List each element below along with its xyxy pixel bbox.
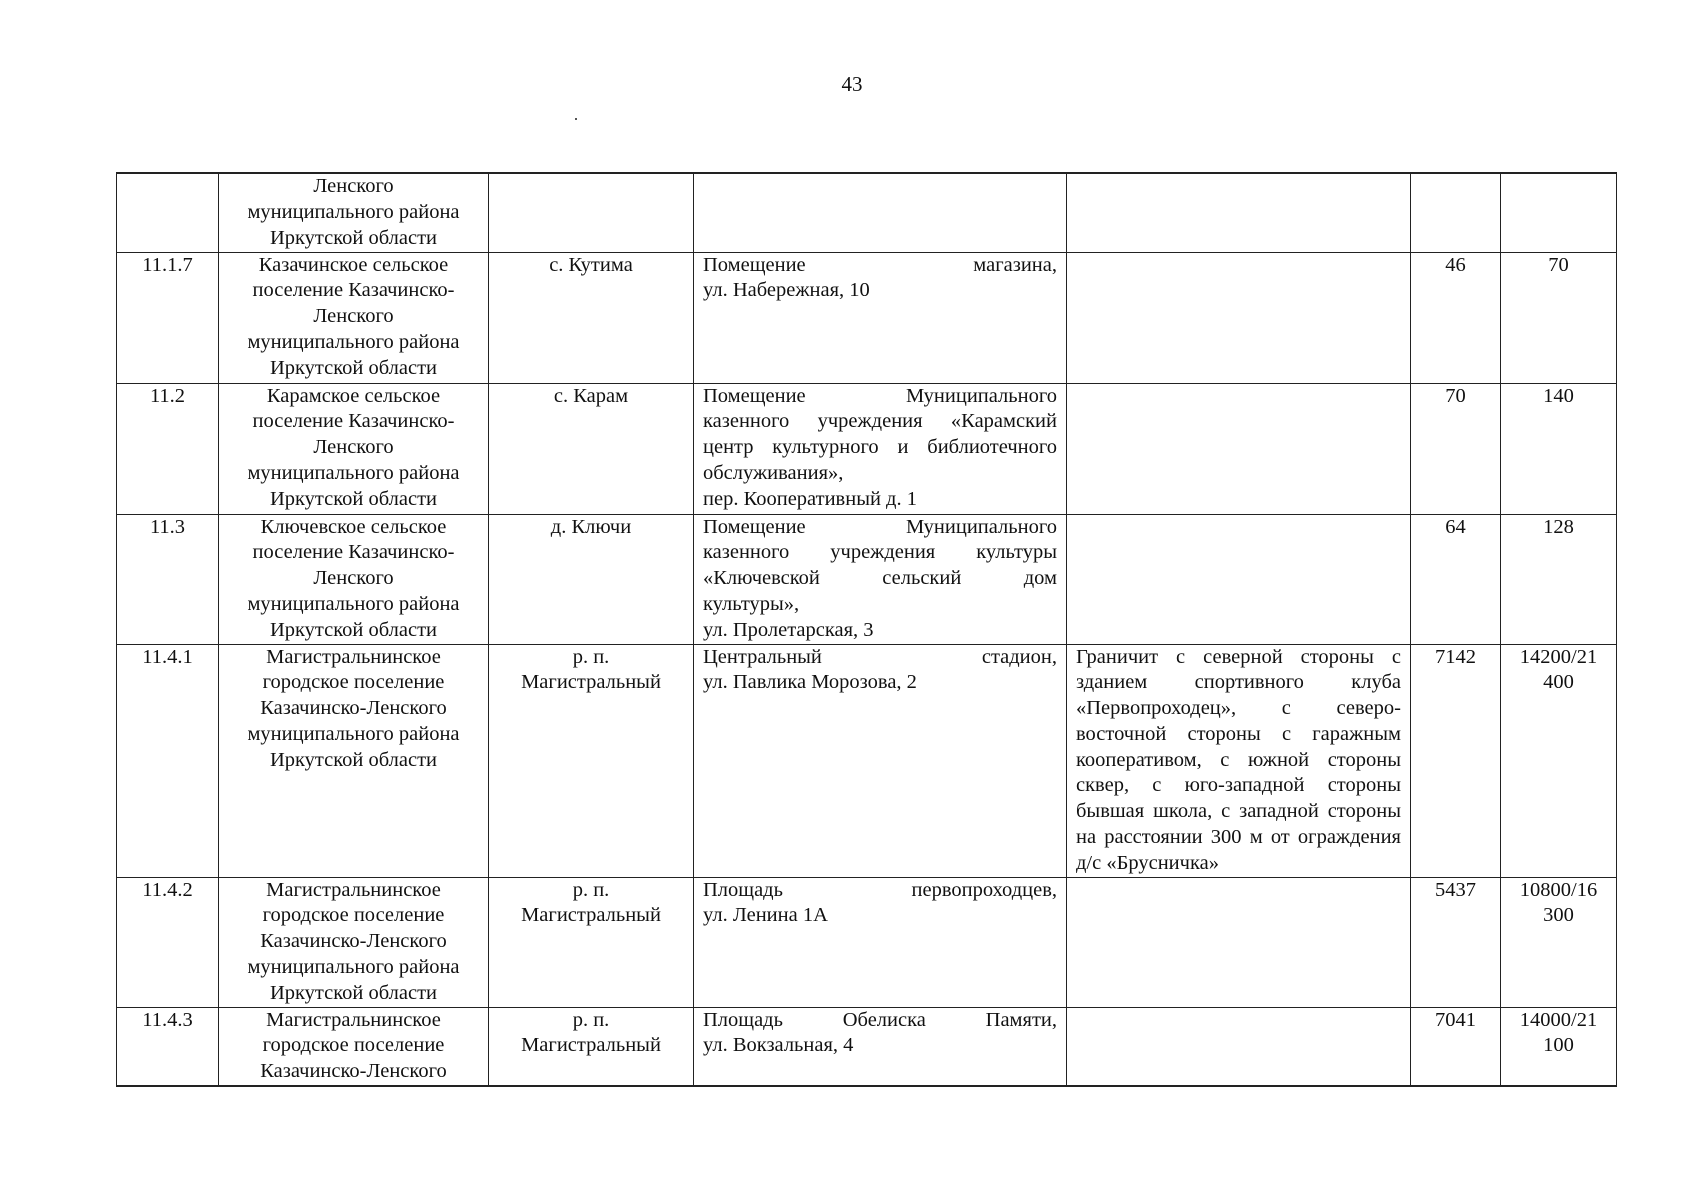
settlement-name-cell: Карамское сельское поселение Казачинско- Ленского муниципального района Иркутской области — [219, 383, 489, 514]
row-number-cell: 11.4.1 — [117, 644, 219, 877]
area-range-cell: 128 — [1501, 514, 1617, 644]
boundaries-cell — [1067, 877, 1411, 1007]
area-value-cell: 7142 — [1411, 644, 1501, 877]
locality-cell: р. п. Магистральный — [489, 644, 694, 877]
area-range-cell: 70 — [1501, 252, 1617, 383]
address-line: пер. Кооперативный д. 1 — [703, 487, 917, 510]
address-line: Центральный стадион, — [703, 645, 1057, 668]
address-cell — [694, 173, 1067, 252]
area-value-cell: 64 — [1411, 514, 1501, 644]
row-number-cell: 11.1.7 — [117, 252, 219, 383]
address-line: Помещение Муниципального — [703, 384, 1057, 407]
settlement-name-cell: Магистральнинское городское поселение Казачинско-Ленского муниципального района Иркутской области — [219, 877, 489, 1007]
area-range-cell: 14000/21 100 — [1501, 1007, 1617, 1086]
address-line: ул. Набережная, 10 — [703, 279, 870, 302]
address-line: Помещение магазина, — [703, 253, 1057, 276]
row-number-cell — [117, 173, 219, 252]
address-cell — [694, 877, 1067, 1007]
locality-cell: с. Кутима — [489, 252, 694, 383]
address-line: казенного учреждения «Карамский — [703, 410, 1057, 433]
area-value-cell: 70 — [1411, 383, 1501, 514]
settlement-name-cell: Магистральнинское городское поселение Казачинско-Ленского — [219, 1007, 489, 1086]
area-range-cell: 10800/16 300 — [1501, 877, 1617, 1007]
locality-cell: р. п. Магистральный — [489, 877, 694, 1007]
address-cell — [694, 252, 1067, 383]
address-line: ул. Ленина 1А — [703, 904, 828, 927]
boundaries-cell — [1067, 173, 1411, 252]
area-value-cell — [1411, 173, 1501, 252]
row-number-cell: 11.2 — [117, 383, 219, 514]
address-cell — [694, 644, 1067, 877]
polling-places-table — [116, 172, 1617, 1087]
address-cell — [694, 383, 1067, 514]
address-line: обслуживания», — [703, 461, 844, 484]
address-line: Площадь Обелиска Памяти, — [703, 1008, 1057, 1031]
address-line: Площадь первопроходцев, — [703, 878, 1057, 901]
scan-speck — [575, 118, 577, 120]
row-number-cell: 11.4.3 — [117, 1007, 219, 1086]
address-cell — [694, 1007, 1067, 1086]
boundaries-cell — [1067, 383, 1411, 514]
area-range-cell: 140 — [1501, 383, 1617, 514]
table-row — [117, 877, 1617, 1007]
row-number-cell: 11.3 — [117, 514, 219, 644]
settlement-name-cell: Ленского муниципального района Иркутской области — [219, 173, 489, 252]
address-line: ул. Вокзальная, 4 — [703, 1034, 854, 1057]
address-line: Помещение Муниципального — [703, 515, 1057, 538]
locality-cell: с. Карам — [489, 383, 694, 514]
boundaries-cell — [1067, 252, 1411, 383]
table-row — [117, 383, 1617, 514]
locality-cell: д. Ключи — [489, 514, 694, 644]
address-line: ул. Пролетарская, 3 — [703, 618, 874, 641]
boundaries-cell — [1067, 514, 1411, 644]
table-body — [117, 173, 1617, 1086]
page-number: 43 — [841, 72, 863, 96]
table-row — [117, 514, 1617, 644]
address-line: центр культурного и библиотечного — [703, 436, 1057, 459]
row-number-cell: 11.4.2 — [117, 877, 219, 1007]
address-line: ул. Павлика Морозова, 2 — [703, 671, 917, 694]
settlement-name-cell: Магистральнинское городское поселение Казачинско-Ленского муниципального района Иркутской области — [219, 644, 489, 877]
table-row — [117, 1007, 1617, 1086]
address-cell — [694, 514, 1067, 644]
area-range-cell — [1501, 173, 1617, 252]
settlement-name-cell: Казачинское сельское поселение Казачинско- Ленского муниципального района Иркутской области — [219, 252, 489, 383]
locality-cell — [489, 173, 694, 252]
address-line: казенного учреждения культуры — [703, 541, 1057, 564]
area-range-cell: 14200/21 400 — [1501, 644, 1617, 877]
boundaries-cell: Граничит с северной стороны с зданием спортивного клуба «Первопроходец», с северо-восточной стороны с гаражным кооперативом, с южной стороны сквер, с юго-западной стороны бывшая школа, с западной стороны на расстоянии 300 м от ограждения д/с «Брусничка» — [1067, 644, 1411, 877]
area-value-cell: 7041 — [1411, 1007, 1501, 1086]
address-line: «Ключевской сельский дом — [703, 567, 1057, 590]
settlement-name-cell: Ключевское сельское поселение Казачинско- Ленского муниципального района Иркутской области — [219, 514, 489, 644]
table-row — [117, 173, 1617, 252]
address-line: культуры», — [703, 592, 800, 615]
area-value-cell: 5437 — [1411, 877, 1501, 1007]
locality-cell: р. п. Магистральный — [489, 1007, 694, 1086]
table-row — [117, 644, 1617, 877]
area-value-cell: 46 — [1411, 252, 1501, 383]
table-row — [117, 252, 1617, 383]
boundaries-cell — [1067, 1007, 1411, 1086]
